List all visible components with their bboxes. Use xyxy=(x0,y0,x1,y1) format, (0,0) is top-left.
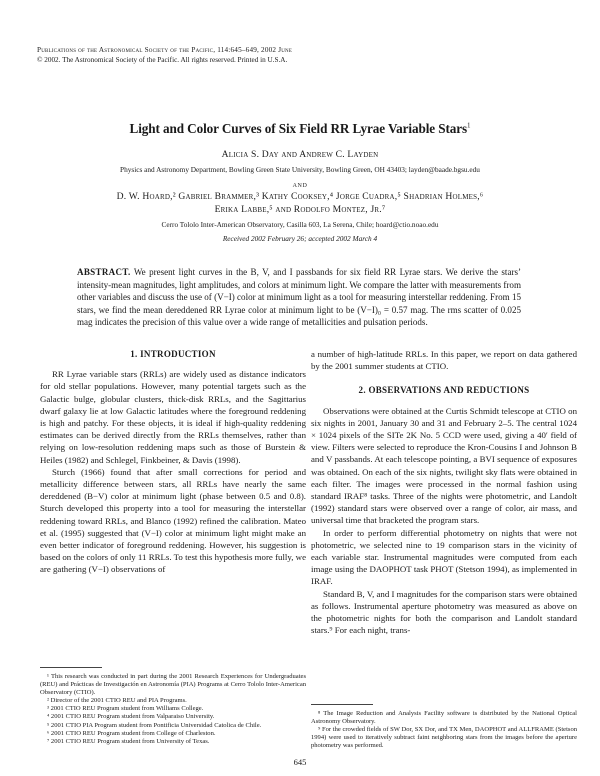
copyright-line: © 2002. The Astronomical Society of the Pacific. All rights reserved. Printed in U.S.A. xyxy=(37,55,288,64)
footnote-4: ⁴ 2001 CTIO REU Program student from Valparaiso University. xyxy=(47,713,215,721)
authors-group-2-line-2: Erika Labbe,⁵ and Rodolfo Montez, Jr.⁷ xyxy=(214,204,386,215)
abstract-label: ABSTRACT. xyxy=(77,267,131,277)
paper-title xyxy=(0,121,600,137)
affiliation-2: Cerro Tololo Inter-American Observatory, Casilla 603, La Serena, Chile; hoard@ctio.noao.edu xyxy=(161,220,439,229)
observations-paragraph-3: Standard B, V, and I magnitudes for the comparison stars were obtained as follows. Instrumental aperture photometry was measured as above on the photometric nights for both the comparison and Landolt standard stars.⁹ For each night, trans- xyxy=(311,588,577,636)
footnote-6: ⁶ 2001 CTIO REU Program student from College of Charleston. xyxy=(47,729,216,737)
title-footnote-mark: 1 xyxy=(467,121,471,130)
footnotes-right xyxy=(311,710,577,750)
footnote-8: ⁸ The Image Reduction and Analysis Facility software is distributed by the National Optical Astronomy Observatory. xyxy=(311,710,577,726)
affiliation-1: Physics and Astronomy Department, Bowling Green State University, Bowling Green, OH 43403; layden@baade.bgsu.edu xyxy=(120,165,480,174)
journal-citation: Publications of the Astronomical Society of the Pacific, 114:645–649, 2002 June xyxy=(37,46,293,54)
footnote-1: ¹ This research was conducted in part during the 2001 Research Experiences for Undergraduates (REU) and Prácticas de Investigación en Astronomía (PIA) Programs at Cerro Tololo Inter-American Observatory (CTIO). xyxy=(40,673,306,697)
section-heading-observations: 2. OBSERVATIONS AND REDUCTIONS xyxy=(358,385,530,396)
intro-paragraph-2: Sturch (1966) found that after small corrections for period and metallicity difference between stars, all RRLs have nearly the same dereddened (B−V) color at minimum light (phase between 0.5 and 0.8). Sturch developed this property into a tool for measuring the interstellar reddening toward RRLs, and Blanco (1992) refined the calibration. Mateo et al. (1995) suggested that (V−I) color at minimum light might make an even better indicator of foreground reddening. However, his suggestion is based on the colors of only 11 RRLs. To test this hypothesis more fully, we are gathering (V−I) observations of xyxy=(40,466,306,575)
section-heading-introduction: 1. INTRODUCTION xyxy=(130,349,216,359)
authors-group-2-line-1: D. W. Hoard,² Gabriel Brammer,³ Kathy Cooksey,⁴ Jorge Cuadra,⁵ Shadrian Holmes,⁶ xyxy=(116,191,484,202)
journal-header xyxy=(37,46,577,65)
paper-title-text: Light and Color Curves of Six Field RR Lyrae Variable Stars xyxy=(129,121,468,136)
left-column xyxy=(40,348,306,576)
intro-continuation: a number of high-latitude RRLs. In this paper, we report on data gathered by the 2001 summer students at CTIO. xyxy=(311,349,577,372)
received-dates: Received 2002 February 26; accepted 2002 March 4 xyxy=(222,234,378,243)
authors-group-1: Alicia S. Day and Andrew C. Layden xyxy=(221,149,379,160)
and-separator: and xyxy=(292,180,308,189)
observations-paragraph-1: Observations were obtained at the Curtis Schmidt telescope at CTIO on six nights in 2001, January 30 and 31 and February 2–5. The central 1024 × 1024 pixels of the SITe 2K No. 5 CCD were used, giving a 40′ field of view. Filters were selected to reproduce the Kron-Cousins I and Johnson B and V passbands. At each telescope pointing, a BVI sequence of exposures was obtained. On each of the six nights, twilight sky flats were obtained in each filter. The images were processed in the normal fashion using standard IRAF⁸ tasks. Three of the nights were photometric, and Landolt (1992) standard stars were observed over a range of color, air mass, and universal time that bracketed the program stars. xyxy=(311,405,577,526)
abstract-text: We present light curves in the B, V, and I passbands for six field RR Lyrae stars. We derive the stars’ intensity-mean magnitudes, light amplitudes, and colors at minimum light. We compare the latter with measurements from other variables and discuss the use of (V−I) color at minimum light as a tool for measuring interstellar reddening. From 15 stars, we find the mean dereddened RR Lyrae color at minimum light to be (V−I)₀ = 0.57 mag. The rms scatter of 0.025 mag indicates the precision of this value over a wide range of metallicities and pulsation periods. xyxy=(77,267,522,328)
footnote-rule-right xyxy=(311,704,373,705)
footnote-3: ³ 2001 CTIO REU Program student from Williams College. xyxy=(47,705,204,713)
right-column xyxy=(311,348,577,636)
intro-paragraph-1: RR Lyrae variable stars (RRLs) are widely used as distance indicators for old stellar populations. However, many potential targets such as the Galactic bulge, globular clusters, thick-disk RRLs, and the Sagittarius dwarf galaxy lie at low Galactic latitudes where the foreground reddening is high and patchy. For these objects, it is ideal if high-quality reddening estimates can be derived directly from the RRLs themselves, rather than relying on low-resolution reddening maps such as those of Burstein & Heiles (1982) and Schlegel, Finkbeiner, & Davis (1998). xyxy=(40,369,306,465)
footnotes-left xyxy=(40,673,306,746)
abstract xyxy=(77,266,521,329)
footnote-7: ⁷ 2001 CTIO REU Program student from University of Texas. xyxy=(47,737,210,745)
observations-paragraph-2: In order to perform differential photometry on nights that were not photometric, we selected nine to 19 comparison stars in the vicinity of each variable star. Instrumental magnitudes were computed from each image using the DAOPHOT task PHOT (Stetson 1994), as implemented in IRAF. xyxy=(311,527,577,587)
footnote-5: ⁵ 2001 CTIO PIA Program student from Pontificia Universidad Catolica de Chile. xyxy=(47,721,262,729)
footnote-9: ⁹ For the crowded fields of SW Dor, SX Dor, and TX Men, DAOPHOT and ALLFRAME (Stetson 1994) were used to iteratively subtract faint neighboring stars from the images before the aperture photometry was performed. xyxy=(311,726,577,750)
page-number: 645 xyxy=(293,757,307,767)
footnote-rule-left xyxy=(40,667,102,668)
footnote-2: ² Director of the 2001 CTIO REU and PIA Programs. xyxy=(47,697,187,705)
